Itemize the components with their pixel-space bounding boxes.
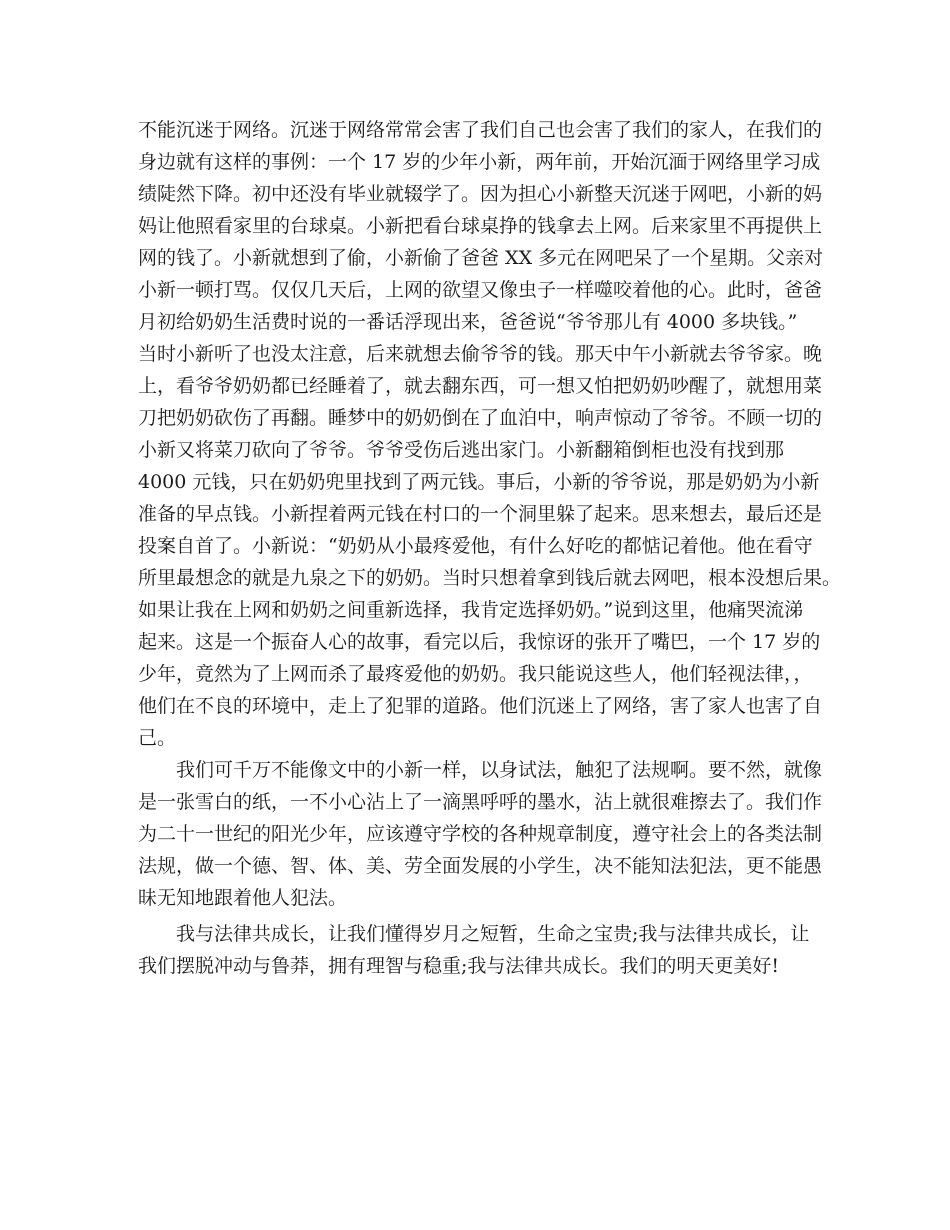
paragraph-1-line-4: 妈让他照看家里的台球桌。小新把看台球桌挣的钱拿去上网。后来家里不再提供上 [138,215,823,237]
paragraph-1-line-3: 绩陡然下降。初中还没有毕业就辍学了。因为担心小新整天沉迷于网吧，小新的妈 [138,183,823,205]
paragraph-1-line-19: 他们在不良的环境中，走上了犯罪的道路。他们沉迷上了网络，害了家人也害了自 [138,695,823,717]
paragraph-1-line-1: 不能沉迷于网络。沉迷于网络常常会害了我们自己也会害了我们的家人，在我们的 [138,119,823,141]
paragraph-1-line-9: 上，看爷爷奶奶都已经睡着了，就去翻东西，可一想又怕把奶奶吵醒了，就想用菜 [138,375,823,397]
paragraph-1-line-16: 如果让我在上网和奶奶之间重新选择，我肯定选择奶奶。”说到这里，他痛哭流涕 [138,599,804,621]
paragraph-1-line-14: 投案自首了。小新说：“奶奶从小最疼爱他，有什么好吃的都惦记着他。他在看守 [138,535,813,557]
paragraph-1-line-13: 准备的早点钱。小新捏着两元钱在村口的一个洞里躲了起来。思来想去，最后还是 [138,503,823,525]
paragraph-2-line-4: 法规，做一个德、智、体、美、劳全面发展的小学生，决不能知法犯法，更不能愚 [138,855,823,877]
paragraph-1-line-2: 身边就有这样的事例：一个 17 岁的少年小新，两年前，开始沉湎于网络里学习成 [138,151,821,173]
paragraph-1-line-11: 小新又将菜刀砍向了爷爷。爷爷受伤后逃出家门。小新翻箱倒柜也没有找到那 [138,439,785,461]
paragraph-3-line-1: 我与法律共成长，让我们懂得岁月之短暂，生命之宝贵;我与法律共成长，让 [176,923,810,945]
paragraph-2-line-2: 是一张雪白的纸，一不小心沾上了一滴黑呼呼的墨水，沾上就很难擦去了。我们作 [138,791,823,813]
paragraph-1-line-5: 网的钱了。小新就想到了偷，小新偷了爸爸 XX 多元在网吧呆了一个星期。父亲对 [138,247,824,269]
paragraph-2-line-3: 为二十一世纪的阳光少年，应该遵守学校的各种规章制度，遵守社会上的各类法制 [138,823,823,845]
paragraph-1-line-12: 4000 元钱，只在奶奶兜里找到了两元钱。事后，小新的爷爷说，那是奶奶为小新 [138,471,820,493]
paragraph-1-line-6: 小新一顿打骂。仅仅几天后，上网的欲望又像虫子一样噬咬着他的心。此时，爸爸 [138,279,823,301]
paragraph-1-line-17: 起来。这是一个振奋人心的故事，看完以后，我惊讶的张开了嘴巴，一个 17 岁的 [138,631,821,653]
paragraph-1-line-20: 己。 [138,727,177,749]
paragraph-2-line-1: 我们可千万不能像文中的小新一样，以身试法，触犯了法规啊。要不然，就像 [176,759,823,781]
paragraph-3-line-2: 我们摆脱冲动与鲁莽，拥有理智与稳重;我与法律共成长。我们的明天更美好! [138,955,780,977]
paragraph-1-line-10: 刀把奶奶砍伤了再翻。睡梦中的奶奶倒在了血泊中，响声惊动了爷爷。不顾一切的 [138,407,823,429]
paragraph-1-line-7: 月初给奶奶生活费时说的一番话浮现出来，爸爸说“爷爷那儿有 4000 多块钱。” [138,311,798,333]
paragraph-1-line-18: 少年，竟然为了上网而杀了最疼爱他的奶奶。我只能说这些人，他们轻视法律，， [138,663,813,685]
paragraph-2-line-5: 昧无知地跟着他人犯法。 [138,887,348,909]
paragraph-1-line-8: 当时小新听了也没太注意，后来就想去偷爷爷的钱。那天中午小新就去爷爷家。晚 [138,343,823,365]
paragraph-1-line-15: 所里最想念的就是九泉之下的奶奶。当时只想着拿到钱后就去网吧，根本没想后果。 [138,567,842,589]
